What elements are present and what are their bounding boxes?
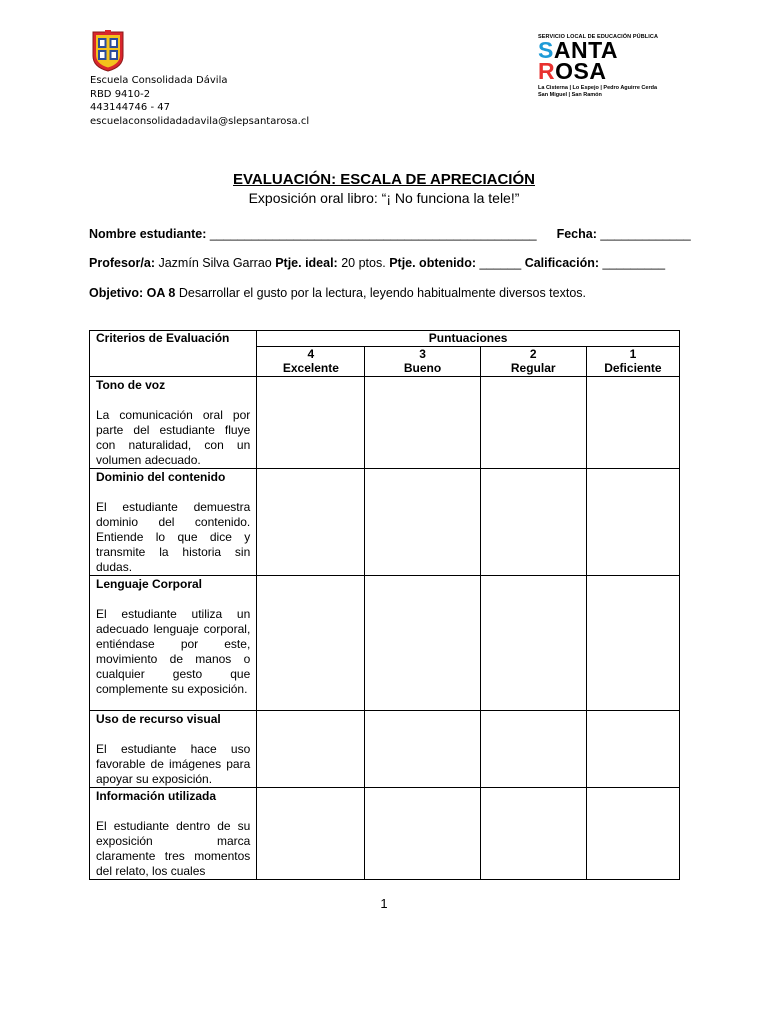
date-label: Fecha: [556,227,597,241]
table-row [90,787,680,879]
score-cell-1[interactable] [586,575,679,710]
score-cell-1[interactable] [586,376,679,468]
score-cell-4[interactable] [257,787,365,879]
score-cell-3[interactable] [365,787,480,879]
criterion-title: Información utilizada [96,788,217,803]
school-info [90,74,309,128]
scale-label: Deficiente [604,361,662,375]
criterion-title: Lenguaje Corporal [96,576,203,591]
scale-bueno [365,346,480,376]
criterion-description: El estudiante hace uso favorable de imágenes para apoyar su exposición. [96,741,251,786]
slep-name-r: R [538,58,556,84]
slep-logo [538,34,668,99]
obtained-score-label: Ptje. obtenido: [389,256,476,270]
grade-blank[interactable]: _________ [602,256,666,270]
score-cell-3[interactable] [365,575,480,710]
rubric-table [89,330,680,880]
slep-communes-line2: San Miguel | San Ramón [538,92,602,98]
criterion-title: Dominio del contenido [96,469,226,484]
slep-name-s: S [538,37,554,63]
criteria-header: Criterios de Evaluación [90,331,257,377]
date-blank[interactable]: _____________ [600,227,691,241]
criterion-title: Tono de voz [96,377,166,392]
student-label: Nombre estudiante: [89,227,207,241]
scale-excelente [257,346,365,376]
scale-deficiente [586,346,679,376]
criterion-description: La comunicación oral por parte del estudiante fluye con naturalidad, con un volumen adecuado. [96,407,251,467]
scale-label: Excelente [282,361,339,375]
ideal-score-label: Ptje. ideal: [275,256,338,270]
school-name: Escuela Consolidada Dávila [90,75,228,86]
criterion-description: El estudiante dentro de su exposición marca claramente tres momentos del relato, los cuales [96,818,251,878]
objective-label: Objetivo: OA 8 [89,286,176,300]
criterion-cell [90,787,257,879]
student-line [89,227,691,241]
table-row [90,376,680,468]
score-cell-2[interactable] [480,376,586,468]
scale-points: 4 [307,346,315,361]
teacher-label: Profesor/a: [89,256,155,270]
objective-text: Desarrollar el gusto por la lectura, leyendo habitualmente diversos textos. [178,286,587,300]
scores-header: Puntuaciones [257,331,680,347]
obtained-score-blank[interactable]: ______ [479,256,522,270]
scale-points: 3 [419,346,426,361]
criterion-cell [90,376,257,468]
score-cell-4[interactable] [257,710,365,787]
slep-communes-line1: La Cisterna | Lo Espejo | Pedro Aguirre Cerda [538,85,658,91]
ideal-score-value: 20 ptos. [341,256,386,270]
document-subtitle: Exposición oral libro: “¡ No funciona la tele!” [248,190,520,206]
school-phone: 443144746 - 47 [90,102,170,113]
score-cell-3[interactable] [365,376,480,468]
criterion-description: El estudiante demuestra dominio del contenido. Entiende lo que dice y transmite la historia sin dudas. [96,499,251,574]
score-cell-1[interactable] [586,787,679,879]
score-cell-2[interactable] [480,787,586,879]
student-blank[interactable]: _______________________________________________ [209,227,537,241]
score-cell-4[interactable] [257,575,365,710]
score-cell-2[interactable] [480,468,586,575]
teacher-line [89,256,665,270]
score-cell-3[interactable] [365,710,480,787]
criterion-cell [90,575,257,710]
slep-name-osa: OSA [555,58,607,84]
score-cell-2[interactable] [480,575,586,710]
criterion-cell [90,468,257,575]
table-row [90,710,680,787]
teacher-name: Jazmín Silva Garrao [158,256,272,270]
score-cell-4[interactable] [257,468,365,575]
slep-service-label: SERVICIO LOCAL DE EDUCACIÓN PÚBLICA [538,34,659,40]
criterion-description: El estudiante utiliza un adecuado lenguaje corporal, entiéndase por este, movimiento de manos o cualquier gesto que complemente su exposición. [96,606,251,696]
grade-label: Calificación: [524,256,600,270]
score-cell-4[interactable] [257,376,365,468]
table-row [90,468,680,575]
slep-name-anta: ANTA [553,37,619,63]
document-title: EVALUACIÓN: ESCALA DE APRECIACIÓN [233,171,535,188]
school-crest-icon [91,29,125,72]
table-row [90,575,680,710]
criterion-title: Uso de recurso visual [96,711,221,726]
slep-name-line2 [538,58,668,84]
score-cell-3[interactable] [365,468,480,575]
page-number: 1 [380,896,388,911]
objective-line [89,286,586,300]
score-cell-1[interactable] [586,710,679,787]
scale-regular [480,346,586,376]
scale-points: 2 [529,346,537,361]
scale-points: 1 [629,346,637,361]
scale-label: Bueno [403,361,442,375]
score-cell-1[interactable] [586,468,679,575]
scale-label: Regular [510,361,556,375]
school-email: escuelaconsolidadadavila@slepsantarosa.cl [90,115,310,127]
table-header-row [90,331,680,347]
score-cell-2[interactable] [480,710,586,787]
criterion-cell [90,710,257,787]
school-rbd: RBD 9410-2 [90,88,151,100]
slep-communes [538,85,668,99]
